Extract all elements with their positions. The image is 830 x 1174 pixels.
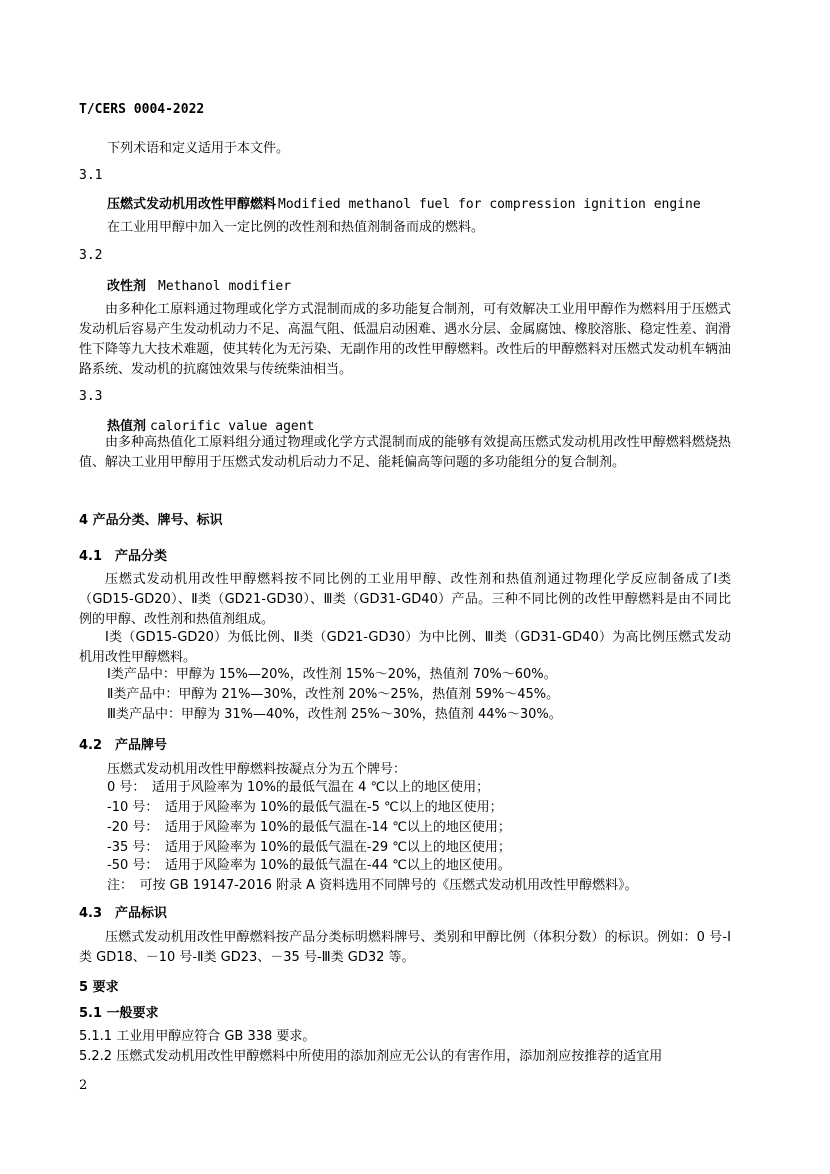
clause-3-3-term xyxy=(107,415,314,434)
clause-3-2-term xyxy=(107,275,291,294)
term-cn: 压燃式发动机用改性甲醇燃料 xyxy=(107,197,277,212)
clause-3-2-definition: 由多种化工原料通过物理或化学方式混制而成的多功能复合制剂，可有效解决工业用甲醇作为燃料用于压燃式发动机后容易产生发动机动力不足、高温气阻、低温启动困难、遇水分层、金属腐蚀、橡胶溶胀、稳定性差、润滑性下降等九大技术难题，使其转化为无污染、无副作用的改性甲醇燃料。改性后的甲醇燃料对压燃式发动机车辆油路系统、发动机的抗腐蚀效果与传统柴油相当。 xyxy=(79,302,731,377)
term-cn: 改性剂 xyxy=(107,279,147,294)
clause-3-3-definition: 由多种高热值化工原料组分通过物理或化学方式混制而成的能够有效提高压燃式发动机用改性甲醇燃料燃烧热值、解决工业用甲醇用于压燃式发动机后动力不足、能耗偏高等问题的多功能组分的复合制剂。 xyxy=(79,435,731,470)
term-en: calorific value agent xyxy=(150,419,315,434)
grade-item: -20 号： 适用于风险率为 10%的最低气温在-14 ℃以上的地区使用； xyxy=(107,820,511,835)
clause-5-1-heading: 5.1 一般要求 xyxy=(79,1006,159,1021)
clause-4-1-line-3: Ⅲ类产品中：甲醇为 31%—40%，改性剂 25%～30%，热值剂 44%～30%。 xyxy=(107,707,562,722)
section-4-heading: 4 产品分类、牌号、标识 xyxy=(79,513,223,528)
clause-3-1-term xyxy=(107,193,701,212)
term-en: Methanol modifier xyxy=(158,279,292,294)
intro-text: 下列术语和定义适用于本文件。 xyxy=(107,141,290,156)
clause-4-1-para-1: 压燃式发动机用改性甲醇燃料按不同比例的工业用甲醇、改性剂和热值剂通过物理化学反应制备成了Ⅰ类（GD15-GD20）、Ⅱ类（GD21-GD30）、Ⅲ类（GD31-GD40）产品。三种不同比例的改性甲醇燃料是由不同比例的甲醇、改性剂和热值剂组成。 xyxy=(79,572,731,627)
clause-5-1-1: 5.1.1 工业用甲醇应符合 GB 338 要求。 xyxy=(79,1029,316,1044)
clause-3-1-definition: 在工业用甲醇中加入一定比例的改性剂和热值剂制备而成的燃料。 xyxy=(107,220,485,235)
clause-5-2-2: 5.2.2 压燃式发动机用改性甲醇燃料中所使用的添加剂应无公认的有害作用，添加剂应按推荐的适宜用 xyxy=(79,1049,663,1064)
clause-4-2-heading: 4.2 产品牌号 xyxy=(79,738,168,753)
document-header-id: T/CERS 0004-2022 xyxy=(79,102,205,117)
clause-4-2-intro: 压燃式发动机用改性甲醇燃料按凝点分为五个牌号： xyxy=(107,762,407,777)
section-5-heading: 5 要求 xyxy=(79,980,119,995)
page-number: 2 xyxy=(79,1078,88,1093)
grade-item: 0 号： 适用于风险率为 10%的最低气温在 4 ℃以上的地区使用； xyxy=(107,780,490,795)
grade-item: -35 号： 适用于风险率为 10%的最低气温在-29 ℃以上的地区使用； xyxy=(107,840,511,855)
clause-3-1-number: 3.1 xyxy=(79,168,103,183)
term-cn: 热值剂 xyxy=(107,419,147,434)
grade-item: -50 号： 适用于风险率为 10%的最低气温在-44 ℃以上的地区使用。 xyxy=(107,858,511,873)
clause-4-1-line-2: Ⅱ类产品中：甲醇为 21%—30%，改性剂 20%～25%，热值剂 59%～45%。 xyxy=(107,687,560,702)
clause-4-1-para-2: Ⅰ类（GD15-GD20）为低比例、Ⅱ类（GD21-GD30）为中比例、Ⅲ类（GD31-GD40）为高比例压燃式发动机用改性甲醇燃料。 xyxy=(79,630,731,665)
clause-3-2-number: 3.2 xyxy=(79,248,103,263)
clause-4-3-para: 压燃式发动机用改性甲醇燃料按产品分类标明燃料牌号、类别和甲醇比例（体积分数）的标识。例如：0 号-Ⅰ类 GD18、－10 号-Ⅱ类 GD23、－35 号-Ⅲ类 GD32 等。 xyxy=(79,930,731,965)
clause-4-1-line-1: Ⅰ类产品中：甲醇为 15%—20%，改性剂 15%～20%，热值剂 70%～60%。 xyxy=(107,667,557,682)
clause-4-2-note: 注： 可按 GB 19147-2016 附录 A 资料选用不同牌号的《压燃式发动机用改性甲醇燃料》。 xyxy=(107,878,638,893)
grade-item: -10 号： 适用于风险率为 10%的最低气温在-5 ℃以上的地区使用； xyxy=(107,800,503,815)
clause-4-1-heading: 4.1 产品分类 xyxy=(79,549,168,564)
clause-4-3-heading: 4.3 产品标识 xyxy=(79,906,168,921)
clause-3-3-number: 3.3 xyxy=(79,389,103,404)
term-en: Modified methanol fuel for compression ignition engine xyxy=(278,197,701,212)
